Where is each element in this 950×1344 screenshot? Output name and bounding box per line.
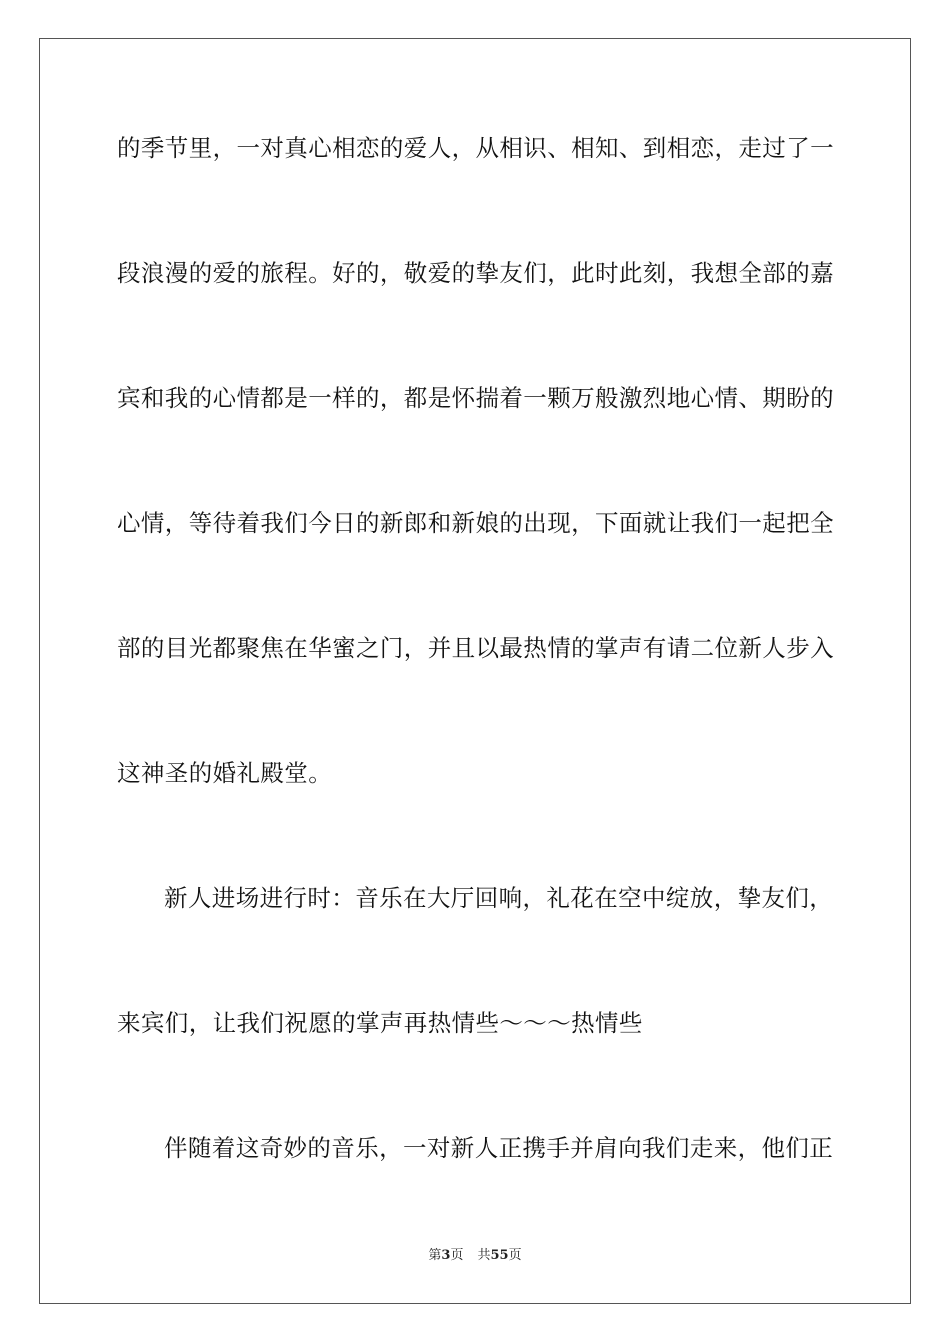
footer-total-prefix: 共 xyxy=(477,1248,491,1263)
page-number-footer xyxy=(0,1246,950,1266)
body-text-line-3: 宾和我的心情都是一样的，都是怀揣着一颗万般激烈地心情、期盼的 xyxy=(117,384,834,412)
body-text-line-6: 这神圣的婚礼殿堂。 xyxy=(117,759,333,787)
body-text-line-4: 心情，等待着我们今日的新郎和新娘的出现，下面就让我们一起把全 xyxy=(117,509,834,537)
body-text-line-1: 的季节里，一对真心相恋的爱人，从相识、相知、到相恋，走过了一 xyxy=(117,134,834,162)
body-text-line-7: 新人进场进行时：音乐在大厅回响，礼花在空中绽放，挚友们， xyxy=(164,884,834,912)
current-page-number: 3 xyxy=(441,1248,451,1263)
footer-total-suffix: 页 xyxy=(508,1248,522,1263)
body-text-line-5: 部的目光都聚焦在华蜜之门，并且以最热情的掌声有请二位新人步入 xyxy=(117,634,834,662)
footer-prefix: 第 xyxy=(428,1248,442,1263)
footer-page-suffix: 页 xyxy=(450,1248,464,1263)
total-page-count: 55 xyxy=(490,1248,509,1263)
body-text-line-8: 来宾们，让我们祝愿的掌声再热情些～～～热情些 xyxy=(117,1009,643,1037)
page-frame xyxy=(39,38,911,1304)
body-text-line-2: 段浪漫的爱的旅程。好的，敬爱的挚友们，此时此刻，我想全部的嘉 xyxy=(117,259,834,287)
body-text-line-9: 伴随着这奇妙的音乐，一对新人正携手并肩向我们走来，他们正 xyxy=(164,1134,834,1162)
